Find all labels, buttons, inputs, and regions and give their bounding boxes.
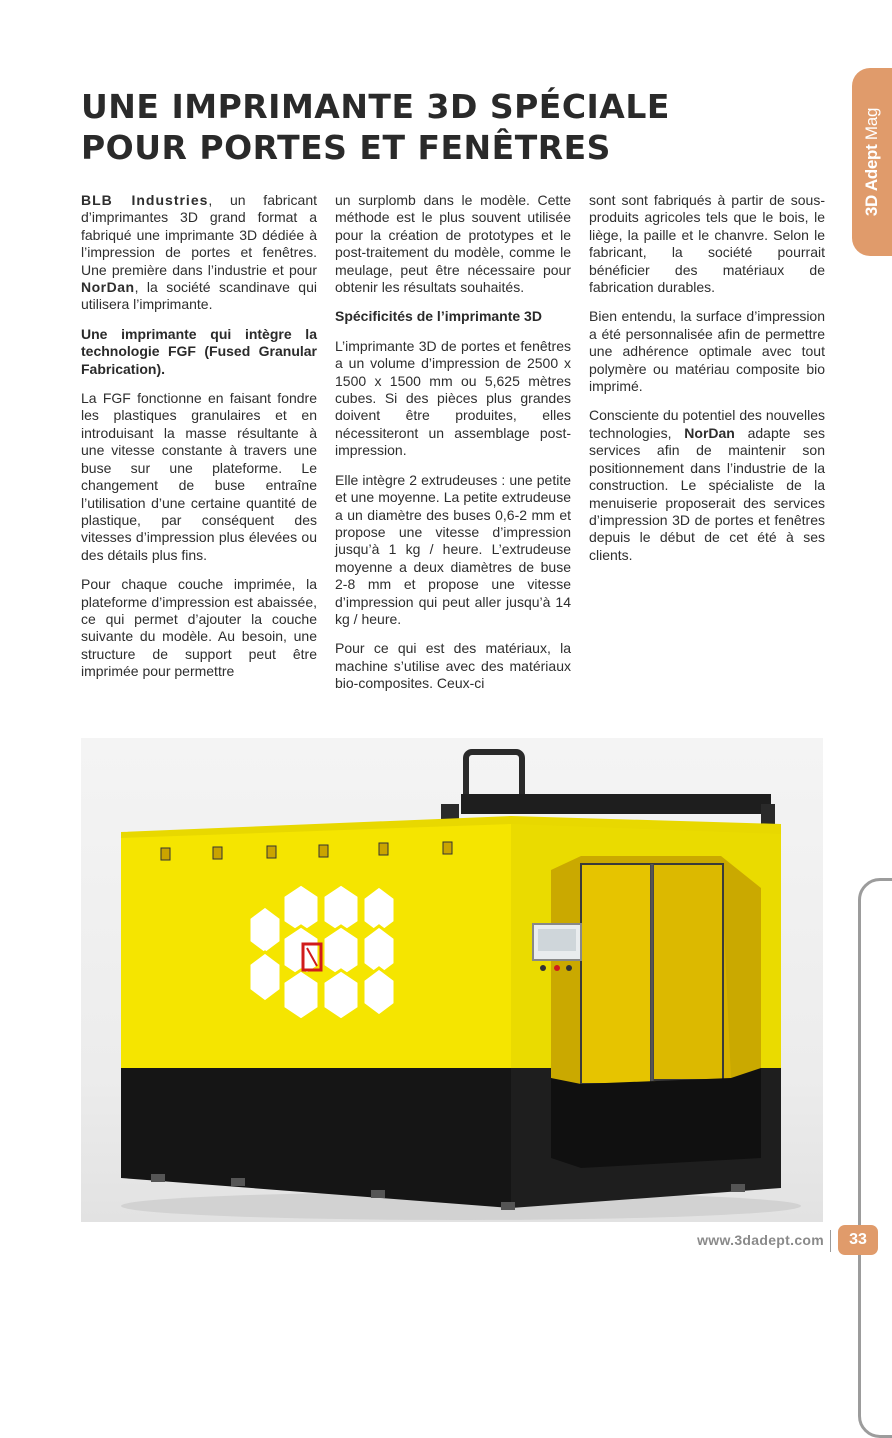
- paragraph-materials: Pour ce qui est des matériaux, la machine s’utilise avec des matériaux bio-composites. Ceux-ci: [335, 640, 571, 692]
- footer-url[interactable]: www.3dadept.com: [697, 1232, 824, 1248]
- magazine-brand: 3D Adept Mag: [862, 107, 881, 217]
- intro-paragraph: BLB Industries, un fabricant d’imprimantes 3D grand format a fabriqué une imprimante 3D dédiée à l’impression de portes et fenêtres. Une première dans l’industrie et pour NorDan, la société scandinave qui utilisera l’imprimante.: [81, 192, 317, 313]
- client-name: NorDan: [684, 424, 735, 441]
- paragraph-layers: Pour chaque couche imprimée, la plateforme d’impression est abaissée, ce qui permet d’ajouter la couche suivante du modèle. Au besoin, une structure de support peut être imprimée pour permettre: [81, 576, 317, 680]
- paragraph-fgf: La FGF fonctionne en faisant fondre les plastiques granulaires et en introduisant la masse résultante à une vitesse constante à travers une buse sur une plateforme. Le changement de buse entraîne l’utilisation d’une certaine quantité de plastique, par conséquent des vitesses d’impression plus élevées ou des détails plus fins.: [81, 390, 317, 563]
- paragraph-surface: Bien entendu, la surface d’impression a été personnalisée afin de permettre une adhérence optimale avec tout polymère ou matériau composite bio imprimé.: [589, 308, 825, 395]
- section-heading-specs: Spécificités de l’imprimante 3D: [335, 308, 542, 325]
- left-black-base: [121, 1068, 511, 1208]
- paragraph-volume: L’imprimante 3D de portes et fenêtres a un volume d’impression de 2500 x 1500 x 1500 mm ou 5,625 mètres cubes. Si des pièces plus grandes doivent être produites, elles nécessiteront un assemblage post-impression.: [335, 337, 571, 459]
- paragraph-nordan: Consciente du potentiel des nouvelles technologies, NorDan adapte ses services afin de maintenir son positionnement dans l’industrie de la construction. Le spécialiste de la menuiserie proposerait des services d’impression 3D de portes et fenêtres depuis le début de cet été à ses clients.: [589, 407, 825, 563]
- title-line-1: UNE IMPRIMANTE 3D SPÉCIALE: [81, 87, 670, 126]
- printer-illustration: [81, 738, 823, 1222]
- magazine-side-tab: [852, 68, 892, 256]
- article-column-3: [589, 192, 825, 576]
- door-panel-right: [653, 864, 723, 1080]
- article-column-2: [335, 192, 571, 705]
- door-panel-left: [581, 864, 651, 1084]
- decorative-side-frame: [858, 878, 892, 1438]
- footer-divider: [830, 1230, 831, 1252]
- title-line-2: POUR PORTES ET FENÊTRES: [81, 128, 611, 167]
- paragraph-extruders: Elle intègre 2 extrudeuses : une petite et une moyenne. La petite extrudeuse a un diamètre des buses 0,6-2 mm et propose une vitesse d’impression jusqu’à 1 kg / heure. L’extrudeuse moyenne a deux diamètres de buse 2-8 mm et propose une vitesse d’impression qui peut aller jusqu’à 14 kg / heure.: [335, 471, 571, 627]
- printer-photo: [81, 738, 823, 1222]
- page-number: 33: [838, 1225, 878, 1255]
- article-title: [81, 86, 781, 168]
- company-name: BLB Industries: [81, 192, 209, 208]
- paragraph-biocomposites: sont sont fabriqués à partir de sous-produits agricoles tels que le bois, le liège, la paille et le chanvre. Selon le fabricant, la société pourrait bénéficier des matériaux de fabrication durables.: [589, 192, 825, 296]
- section-heading-fgf: Une imprimante qui intègre la technologie FGF (Fused Granular Fabrication).: [81, 325, 317, 377]
- client-name: NorDan: [81, 279, 135, 296]
- article-column-1: [81, 192, 317, 693]
- gantry-beam: [461, 794, 771, 814]
- paragraph-method: un surplomb dans le modèle. Cette méthode est le plus souvent utilisée pour la création de prototypes et le post-traitement du modèle, comme le meulage, peut être nécessaire pour obtenir les résultats souhaités.: [335, 192, 571, 296]
